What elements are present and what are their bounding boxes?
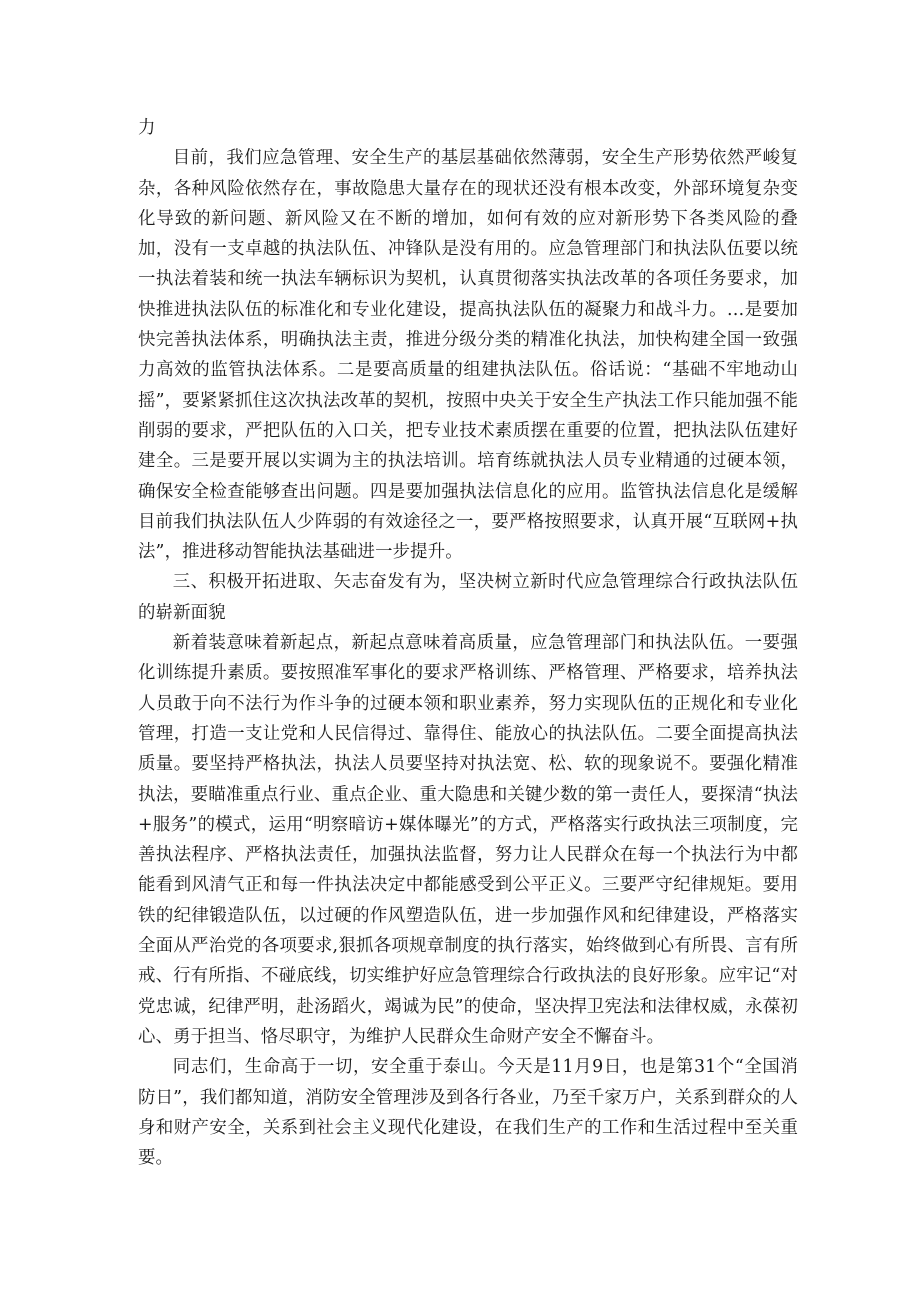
paragraph-closing-fire-day: 同志们，生命高于一切，安全重于泰山。今天是11月9日，也是第31个“全国消防日”，我们都知道，消防安全管理涉及到各行各业，乃至千家万户，关系到群众的人身和财产安全，关系到社会主义现代化建设，在我们生产的工作和生活过程中至关重要。 — [138, 1057, 798, 1169]
continuation-line: 力 — [138, 118, 156, 138]
document-page — [138, 113, 798, 1173]
paragraph-enforcement-current-situation: 目前，我们应急管理、安全生产的基层基础依然薄弱，安全生产形势依然严峻复杂，各种风险依然存在，事故隐患大量存在的现状还没有根本改变，外部环境复杂变化导致的新问题、新风险又在不断的增加，如何有效的应对新形势下各类风险的叠加，没有一支卓越的执法队伍、冲锋队是没有用的。应急管理部门和执法队伍要以统一执法着装和统一执法车辆标识为契机，认真贯彻落实执法改革的各项任务要求，加快推进执法队伍的标准化和专业化建设，提高执法队伍的凝聚力和战斗力。…是要加快完善执法体系，明确执法主责，推进分级分类的精准化执法，加快构建全国一致强力高效的监管执法体系。二是要高质量的组建执法队伍。俗话说：“基础不牢地动山摇”，要紧紧抓住这次执法改革的契机，按照中央关于安全生产执法工作只能加强不能削弱的要求，严把队伍的入口关，把专业技术素质摆在重要的位置，把执法队伍建好建全。三是要开展以实调为主的执法培训。培育练就执法人员专业精通的过硬本领，确保安全检查能够查出问题。四是要加强执法信息化的应用。监管执法信息化是缓解目前我们执法队伍人少阵弱的有效途径之一，要严格按照要求，认真开展“互联网+执法”，推进移动智能执法基础进一步提升。 — [138, 148, 798, 563]
section-heading-three: 三、积极开拓进取、矢志奋发有为，坚决树立新时代应急管理综合行政执法队伍的崭新面貌 — [138, 572, 798, 623]
paragraph-new-uniform: 新着装意味着新起点，新起点意味着高质量，应急管理部门和执法队伍。一要强化训练提升素质。要按照准军事化的要求严格训练、严格管理、严格要求，培养执法人员敢于向不法行为作斗争的过硬本领和职业素养，努力实现队伍的正规化和专业化管理，打造一支让党和人民信得过、靠得住、能放心的执法队伍。二要全面提高执法质量。要坚持严格执法，执法人员要坚持对执法宽、松、软的现象说不。要强化精准执法，要瞄准重点行业、重点企业、重大隐患和关键少数的第一责任人，要探清“执法+服务”的模式，运用“明察暗访+媒体曝光”的方式，严格落实行政执法三项制度，完善执法程序、严格执法责任，加强执法监督，努力让人民群众在每一个执法行为中都能看到风清气正和每一件执法决定中都能感受到公平正义。三要严守纪律规矩。要用铁的纪律锻造队伍，以过硬的作风塑造队伍，进一步加强作风和纪律建设，严格落实全面从严治党的各项要求,狠抓各项规章制度的执行落实，始终做到心有所畏、言有所戒、行有所指、不碰底线，切实维护好应急管理综合行政执法的良好形象。应牢记“对党忠诚，纪律严明，赴汤蹈火，竭诚为民”的使命，坚决捍卫宪法和法律权威，永葆初心、勇于担当、恪尽职守，为维护人民群众生命财产安全不懈奋斗。 — [138, 633, 798, 1047]
